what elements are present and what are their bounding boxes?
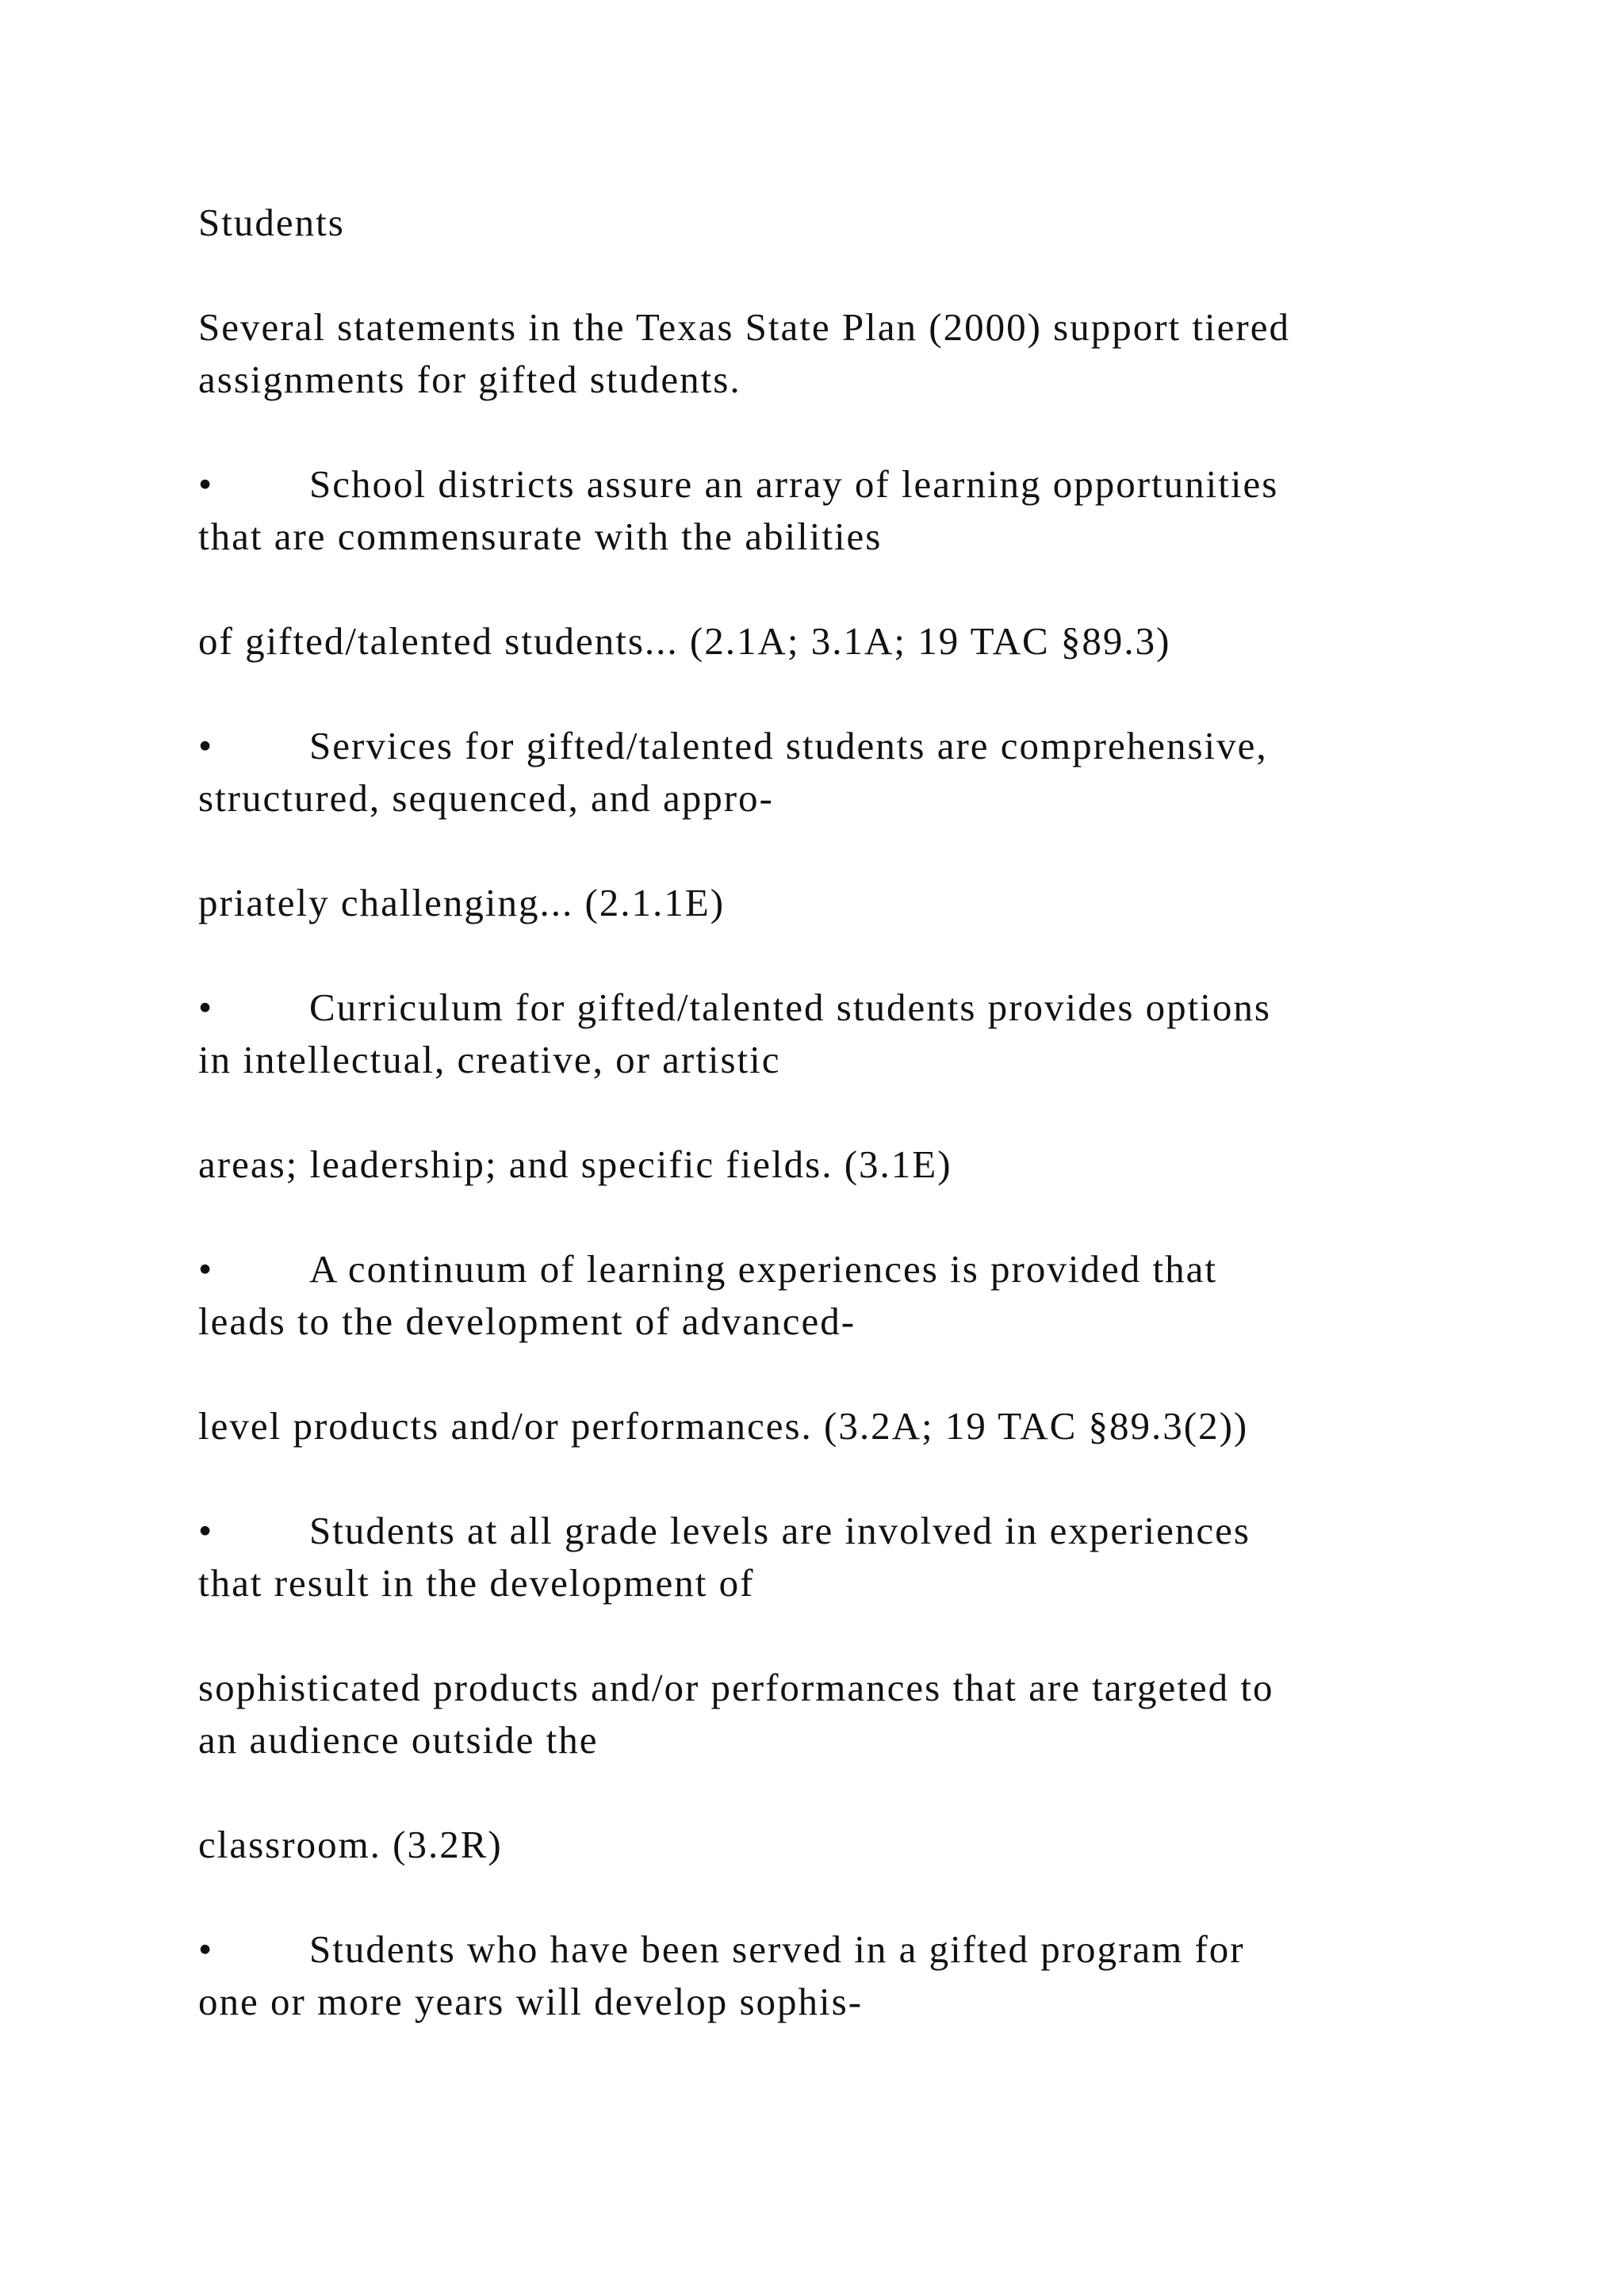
list-item-text: Students who have been served in a gifted program for [309, 1927, 1245, 1971]
list-item-continuation: of gifted/talented students... (2.1A; 3.1A; 19 TAC §89.3) [198, 619, 1171, 663]
list-item [198, 1243, 1217, 1295]
list-item-text: A continuum of learning experiences is provided that [309, 1247, 1217, 1291]
list-item-text: Curriculum for gifted/talented students provides options [309, 985, 1271, 1029]
bullet-icon: • [198, 1247, 214, 1291]
list-item-continuation: an audience outside the [198, 1718, 599, 1762]
list-item-text: Students at all grade levels are involved in experiences [309, 1509, 1251, 1552]
list-item [198, 1505, 1251, 1557]
list-item-continuation: level products and/or performances. (3.2A; 19 TAC §89.3(2)) [198, 1404, 1249, 1448]
list-item-wrap: leads to the development of advanced- [198, 1299, 856, 1343]
bullet-icon: • [198, 462, 214, 506]
list-item-continuation: areas; leadership; and specific fields. (3.1E) [198, 1142, 952, 1186]
list-item-text: Services for gifted/talented students are comprehensive, [309, 724, 1268, 767]
list-item-continuation: priately challenging... (2.1.1E) [198, 881, 726, 924]
list-item-text: School districts assure an array of learning opportunities [309, 462, 1279, 506]
list-item-wrap: one or more years will develop sophis- [198, 1980, 864, 2023]
list-item [198, 1923, 1245, 1976]
list-item-continuation: classroom. (3.2R) [198, 1823, 503, 1866]
intro-line-1: Several statements in the Texas State Plan (2000) support tiered [198, 305, 1290, 349]
bullet-icon: • [198, 1509, 214, 1552]
list-item-wrap: in intellectual, creative, or artistic [198, 1038, 781, 1081]
bullet-icon: • [198, 1927, 214, 1971]
list-item [198, 458, 1278, 511]
list-item-wrap: that result in the development of [198, 1561, 755, 1605]
list-item-wrap: that are commensurate with the abilities [198, 515, 883, 558]
section-heading: Students [198, 201, 345, 244]
list-item [198, 982, 1271, 1034]
list-item-continuation: sophisticated products and/or performances that are targeted to [198, 1666, 1274, 1709]
list-item-wrap: structured, sequenced, and appro- [198, 776, 774, 820]
intro-line-2: assignments for gifted students. [198, 358, 741, 401]
bullet-icon: • [198, 724, 214, 767]
list-item [198, 720, 1268, 772]
bullet-icon: • [198, 985, 214, 1029]
